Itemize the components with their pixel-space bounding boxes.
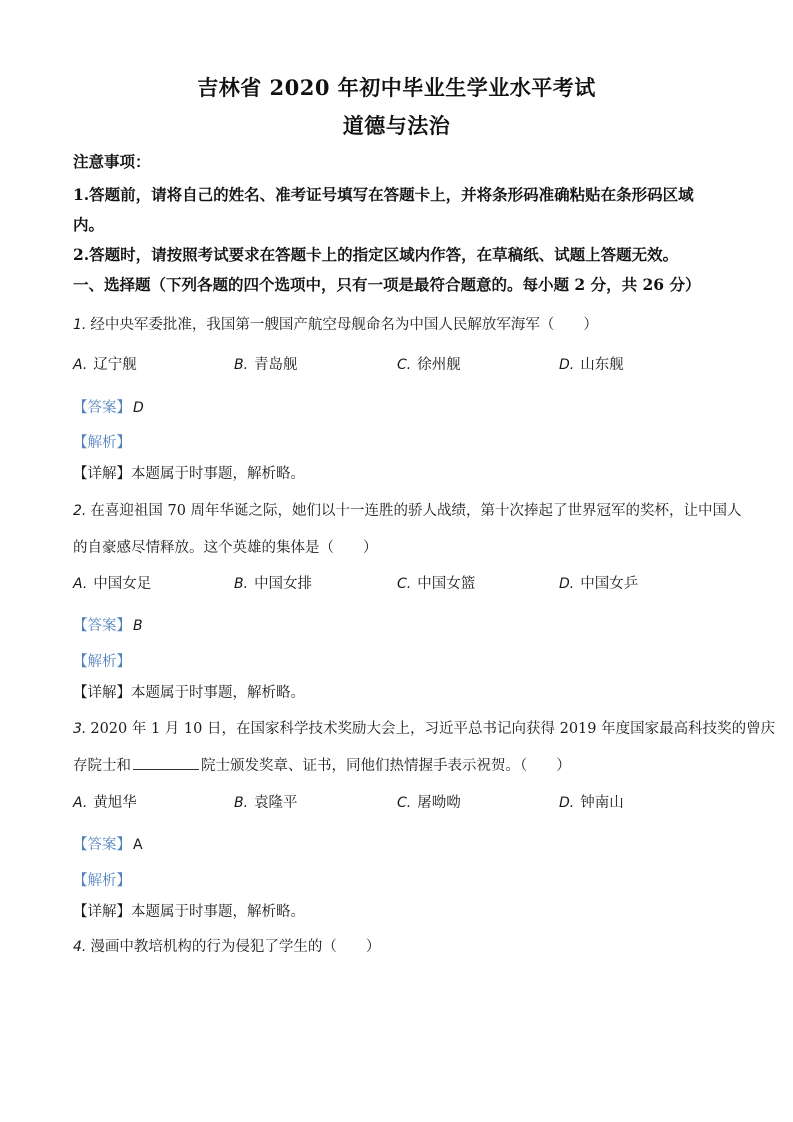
option-text: 中国女乒: [580, 576, 639, 592]
option-letter: D.: [559, 576, 575, 592]
answer-label: 【答案】: [73, 618, 131, 634]
detail-text: 本题属于时事题，解析略。: [131, 904, 305, 920]
question-text: 2020 年 1 月 10 日，在国家科学技术奖励大会上，习近平总书记向获得 2019 年度国家最高科技奖的曾庆: [90, 721, 776, 737]
option-text: 徐州舰: [417, 357, 461, 373]
question-1-answer: [73, 396, 144, 417]
option-text: 山东舰: [580, 357, 624, 373]
question-2-line-2: 的自豪感尽情释放。这个英雄的集体是（ ）: [73, 540, 378, 556]
question-1-option-d: [559, 353, 624, 374]
question-number: 1.: [73, 317, 87, 333]
question-1-detail: [73, 462, 305, 483]
option-text: 辽宁舰: [93, 357, 137, 373]
question-text: 漫画中教培机构的行为侵犯了学生的（ ）: [90, 939, 381, 955]
question-1-option-a: [73, 353, 137, 374]
question-2-analysis: [73, 650, 131, 671]
option-text: 中国女足: [93, 576, 152, 592]
notice-item-2: 2.答题时，请按照考试要求在答题卡上的指定区域内作答，在草稿纸、试题上答题无效。: [73, 245, 679, 264]
option-text: 屠呦呦: [417, 795, 461, 811]
option-text: 钟南山: [580, 795, 624, 811]
answer-label: 【答案】: [73, 837, 131, 853]
detail-label: 【详解】: [73, 685, 131, 701]
question-2-detail: [73, 681, 305, 702]
answer-value: B: [133, 618, 143, 634]
question-1-analysis: [73, 431, 131, 452]
option-letter: C.: [397, 357, 412, 373]
question-3-option-c: [397, 791, 461, 812]
fill-in-blank: [133, 755, 199, 770]
notice-heading: 注意事项：: [73, 152, 151, 171]
detail-label: 【详解】: [73, 904, 131, 920]
question-1: [73, 313, 598, 334]
question-3-option-d: [559, 791, 624, 812]
question-1-option-c: [397, 353, 461, 374]
detail-text: 本题属于时事题，解析略。: [131, 685, 305, 701]
analysis-label: 【解析】: [73, 873, 131, 889]
question-3-analysis: [73, 869, 131, 890]
option-letter: C.: [397, 576, 412, 592]
option-text: 黄旭华: [93, 795, 137, 811]
question-3-answer: [73, 833, 143, 854]
option-letter: A.: [73, 576, 88, 592]
question-2-option-b: [234, 572, 312, 593]
answer-label: 【答案】: [73, 400, 131, 416]
question-2-option-d: [559, 572, 638, 593]
option-letter: B.: [234, 357, 249, 373]
question-2-option-a: [73, 572, 151, 593]
analysis-label: 【解析】: [73, 654, 131, 670]
question-text-after-blank: 院士颁发奖章、证书，同他们热情握手表示祝贺。（ ）: [201, 758, 571, 774]
option-letter: B.: [234, 795, 249, 811]
notice-item-1-line-2: 内。: [73, 215, 105, 234]
question-number: 4.: [73, 939, 87, 955]
option-letter: B.: [234, 576, 249, 592]
option-letter: C.: [397, 795, 412, 811]
answer-value: A: [133, 837, 143, 853]
question-1-option-b: [234, 353, 298, 374]
question-3-line-2: [73, 754, 571, 775]
question-text: 在喜迎祖国 70 周年华诞之际，她们以十一连胜的骄人战绩，第十次捧起了世界冠军的奖杯，让中国人: [90, 503, 742, 519]
option-letter: A.: [73, 357, 88, 373]
option-text: 袁隆平: [254, 795, 298, 811]
page-subtitle: 道德与法治: [342, 113, 451, 138]
question-3-line-1: [73, 717, 775, 738]
option-letter: A.: [73, 795, 88, 811]
detail-label: 【详解】: [73, 466, 131, 482]
option-text: 中国女排: [254, 576, 313, 592]
option-text: 中国女篮: [417, 576, 476, 592]
notice-item-1-line-1: 1.答题前，请将自己的姓名、准考证号填写在答题卡上，并将条形码准确粘贴在条形码区域: [73, 185, 694, 204]
section-heading: 一、选择题（下列各题的四个选项中，只有一项是最符合题意的。每小题 2 分，共 26 分）: [73, 275, 701, 294]
question-text: 经中央军委批准，我国第一艘国产航空母舰命名为中国人民解放军海军（ ）: [90, 317, 598, 333]
page-title: 吉林省 2020 年初中毕业生学业水平考试: [197, 75, 596, 100]
option-letter: D.: [559, 795, 575, 811]
question-2-option-c: [397, 572, 475, 593]
option-text: 青岛舰: [254, 357, 298, 373]
question-2-answer: [73, 614, 143, 635]
answer-value: D: [133, 400, 144, 416]
question-4: [73, 935, 380, 956]
question-text: 存院士和: [73, 758, 131, 774]
question-3-option-b: [234, 791, 298, 812]
question-number: 2.: [73, 503, 87, 519]
question-2-line-1: [73, 499, 742, 520]
detail-text: 本题属于时事题，解析略。: [131, 466, 305, 482]
question-number: 3.: [73, 721, 87, 737]
question-3-detail: [73, 900, 305, 921]
option-letter: D.: [559, 357, 575, 373]
analysis-label: 【解析】: [73, 435, 131, 451]
question-3-option-a: [73, 791, 137, 812]
